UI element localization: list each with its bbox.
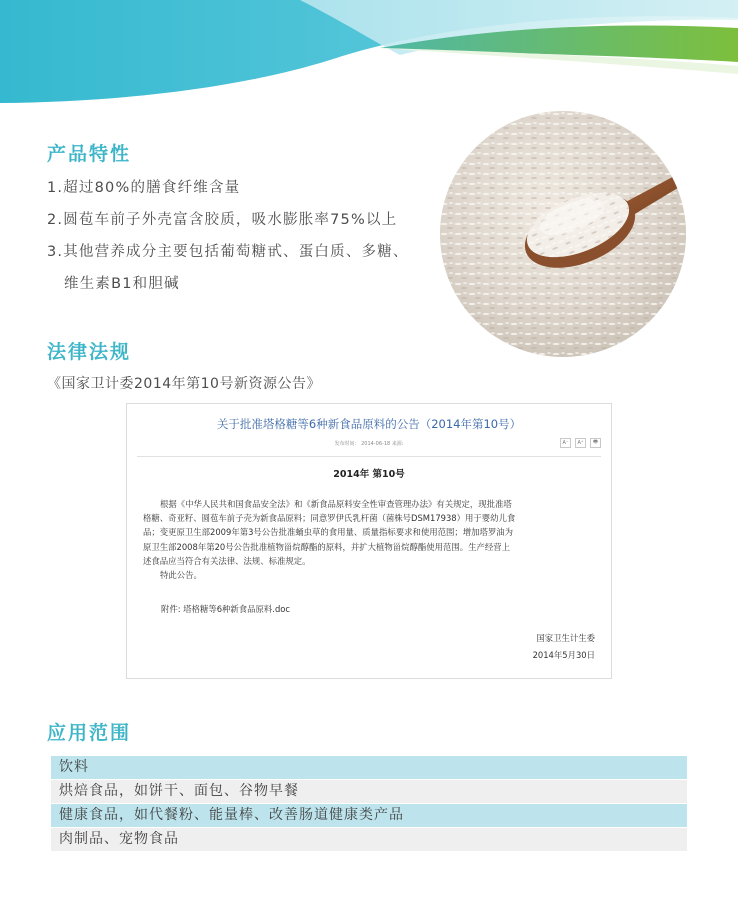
- feature-item: 维生素B1和胆碱: [64, 276, 180, 292]
- notice-title: 关于批准塔格糖等6种新食品原料的公告（2014年第10号）: [216, 417, 522, 431]
- notice-divider: [137, 456, 601, 457]
- feature-item: 1.超过80%的膳食纤维含量: [47, 180, 241, 196]
- regulation-title: 法律法规: [47, 341, 132, 363]
- application-row: 肉制品、宠物食品: [51, 828, 687, 851]
- notice-document: [126, 403, 612, 679]
- features-title: 产品特性: [47, 143, 132, 165]
- notice-paragraph-line: 根据《中华人民共和国食品安全法》和《新食品原料安全性审查管理办法》有关规定，现批准塔: [160, 499, 512, 509]
- application-row: 饮料: [51, 756, 687, 779]
- regulation-source: 《国家卫计委2014年第10号新资源公告》: [47, 376, 321, 392]
- applications-title: 应用范围: [47, 722, 132, 744]
- notice-paragraph-line: 述食品应当符合有关法律、法规、标准规定。: [143, 555, 311, 566]
- notice-meta: 发布时间： 2014-06-18 来源:: [334, 441, 404, 447]
- feature-item: 3.其他营养成分主要包括葡萄糖甙、蛋白质、多糖、: [47, 244, 409, 260]
- application-row: 烘焙食品，如饼干、面包、谷物早餐: [51, 780, 687, 803]
- notice-date: 2014年5月30日: [532, 650, 595, 660]
- wave-banner: [0, 0, 738, 110]
- application-row: 健康食品，如代餐粉、能量棒、改善肠道健康类产品: [51, 804, 687, 827]
- print-icon[interactable]: 🖶: [590, 438, 601, 448]
- psyllium-husk-photo: [440, 111, 686, 357]
- notice-number: 2014年 第10号: [333, 469, 405, 480]
- font-increase-icon[interactable]: A⁺: [575, 438, 586, 448]
- notice-signer: 国家卫生计生委: [536, 633, 595, 643]
- notice-attachment-link[interactable]: 附件: 塔格糖等6种新食品原料.doc: [161, 604, 291, 614]
- notice-paragraph-line: 品；变更原卫生部2009年第3号公告批准蛹虫草的食用量、质量指标要求和使用范围；增加塔罗油为: [143, 527, 514, 538]
- feature-item: 2.圆苞车前子外壳富含胶质，吸水膨胀率75%以上: [47, 212, 398, 228]
- notice-body: [143, 497, 601, 582]
- notice-toolbar: [560, 438, 601, 448]
- notice-paragraph-line: 特此公告。: [160, 570, 202, 581]
- font-decrease-icon[interactable]: A⁻: [560, 438, 571, 448]
- notice-paragraph-line: 原卫生部2008年第20号公告批准植物甾烷醇酯的原料，并扩大植物甾烷醇酯使用范围。生产经营上: [143, 541, 510, 552]
- notice-paragraph-line: 格糖、奇亚籽、圆苞车前子壳为新食品原料；同意罗伊氏乳杆菌（菌株号DSM17938）用于婴幼儿食: [143, 513, 516, 524]
